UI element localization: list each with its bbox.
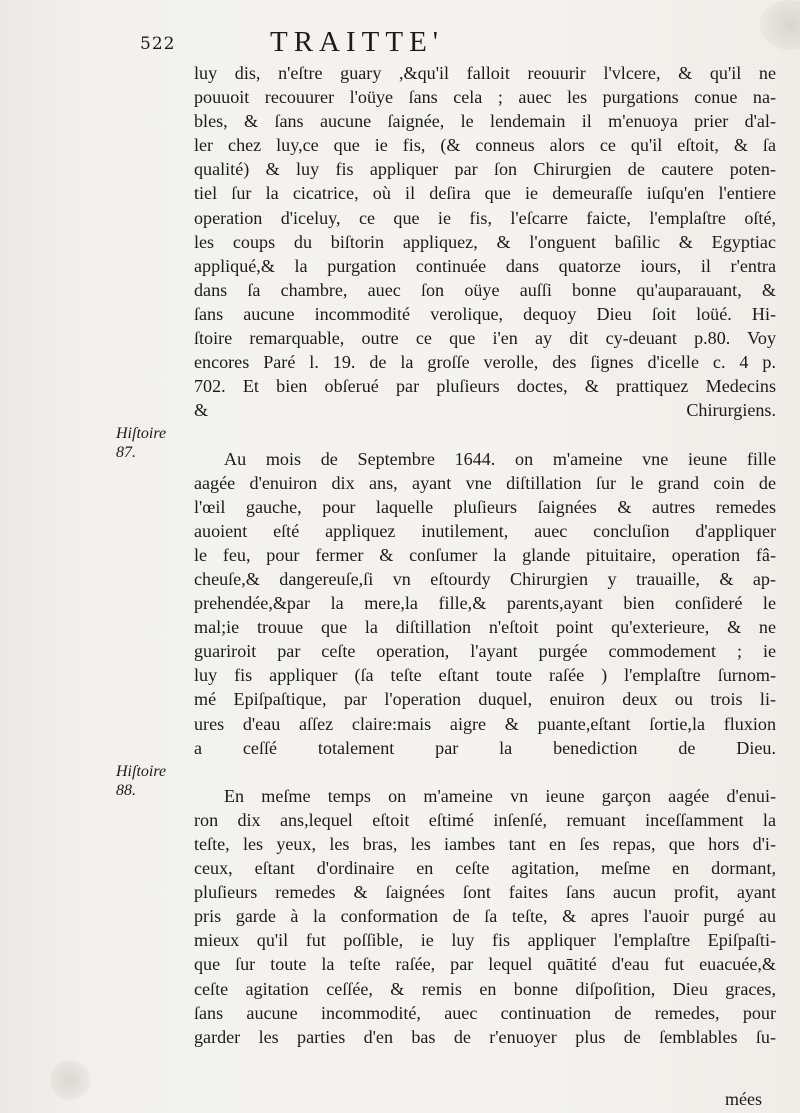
text-line: que ſur toute la teſte raſée, par lequel quātité d'eau fut euacuée,&	[194, 954, 776, 975]
text-line: bles, & ſans aucune ſaignée, le lendemain il m'enuoya prier d'al-	[194, 111, 776, 132]
text-line: aagée d'enuiron dix ans, ayant vne diſtillation ſur le grand coin de	[194, 472, 776, 493]
text-line: En meſme temps on m'ameine vn ieune garçon aagée d'enui-	[224, 785, 776, 806]
text-line: mé Epiſpaſtique, par l'operation duquel, enuiron deux ou trois li-	[194, 689, 776, 710]
text-line: encores Paré l. 19. de la groſſe verolle, des ſignes d'icelle c. 4 p.	[194, 352, 776, 373]
text-line: le feu, pour fermer & conſumer la glande pituitaire, operation fâ-	[194, 544, 776, 565]
text-line: ures d'eau aſſez claire:mais aigre & puante,eſtant ſortie,la fluxion	[194, 713, 776, 734]
text-line	[194, 1073, 776, 1097]
text-line: auoient eſté appliquez inutilement, auec concluſion d'appliquer	[194, 520, 776, 541]
text-line: ler chez luy,ce que ie fis, (& conneus alors ce qu'il eſtoit, & ſa	[194, 135, 776, 156]
text-line: ſans aucune incommodité, auec continuation de remedes, pour	[194, 1002, 776, 1023]
text-line: dans ſa chambre, auec ſon oüye auſſi bonne qu'auparauant, &	[194, 279, 776, 300]
text-line: pluſieurs remedes & ſaignées ſont faites ſans aucun profit, ayant	[194, 882, 776, 903]
text-line	[194, 760, 776, 784]
text-line: pris garde à la conformation de ſa teſte, & apres l'auoir purgé au	[194, 906, 776, 927]
text-line	[194, 1049, 776, 1073]
text-line: luy dis, n'eſtre guary ,&qu'il falloit reouurir l'vlcere, & qu'il ne	[194, 63, 776, 83]
text-line: a ceſſé totalement par la benediction de Dieu.	[194, 737, 776, 758]
text-line: tiel ſur la cicatrice, où il deſira que ie demeuraſſe iuſqu'en l'entiere	[194, 183, 776, 204]
text-line: appliqué,& la purgation continuée dans quatorze iours, il r'entra	[194, 255, 776, 276]
text-line: les coups du biſtorin appliquez, & l'onguent baſilic & Egyptiac	[194, 231, 776, 252]
text-line: luy fis appliquer (ſa teſte eſtant toute raſée ) l'emplaſtre ſurnom-	[194, 665, 776, 686]
text-line: teſte, les yeux, les bras, les iambes tant en ſes repas, que hors d'i-	[194, 834, 776, 854]
margin-note-number: 87.	[116, 444, 136, 461]
text-line: mieux qu'il fut poſſible, ie luy fis appliquer l'emplaſtre Epiſpaſti-	[194, 930, 776, 951]
text-line: garder les parties d'en bas de r'enuoyer plus de ſemblables ſu-	[194, 1026, 776, 1047]
text-line: prehendée,&par la mere,la fille,& parents,ayant bien conſideré le	[194, 593, 776, 614]
text-line: guariroit par ceſte operation, l'ayant purgée commodement ; ie	[194, 641, 776, 662]
text-line: operation d'iceluy, ce que ie fis, l'eſcarre faicte, l'emplaſtre oſté,	[194, 207, 776, 228]
margin-note-number: 88.	[116, 782, 136, 799]
text-line: mal;ie trouue que la diſtillation n'eſtoit point qu'exterieure, & ne	[194, 617, 776, 638]
margin-note-histoire-87	[116, 424, 166, 462]
text-line	[194, 422, 776, 446]
catchword: mées	[725, 1089, 762, 1109]
running-title: TRAITTE'	[270, 26, 445, 58]
paper-stain	[50, 1060, 90, 1100]
text-line: Au mois de Septembre 1644. on m'ameine vne ieune fille	[224, 448, 776, 469]
text-line: cheuſe,& dangereuſe,ſi vn eſtourdy Chirurgien y trauaille, & ap-	[194, 568, 776, 589]
text-line: ſans aucune incommodité verolique, dequoy Dieu ſoit loüé. Hi-	[194, 303, 776, 324]
page-header	[140, 14, 780, 58]
margin-note-label: Hiſtoire	[116, 763, 167, 780]
text-line: l'œil gauche, pour laquelle pluſieurs ſaignées & autres remedes	[194, 496, 776, 517]
text-line	[194, 1097, 776, 1113]
text-line: ron dix ans,lequel eſtoit eſtimé inſenſé, remuant inceſſamment la	[194, 809, 776, 830]
text-line: qualité) & luy fis appliquer par ſon Chirurgien de cautere poten-	[194, 159, 776, 180]
text-line: 702. Et bien obſerué par pluſieurs doctes, & prattiquez Medecins	[194, 376, 776, 397]
text-line: ceux, eſtant d'ordinaire en ceſte agitation, meſme en dormant,	[194, 858, 776, 879]
margin-note-histoire-88	[116, 762, 166, 800]
margin-note-label: Hiſtoire	[116, 425, 167, 442]
text-line: pouuoit recouurer l'oüye ſans cela ; auec les purgations conue na-	[194, 87, 776, 108]
text-line: ſtoire remarquable, outre ce que i'en ay dit cy-deuant p.80. Voy	[194, 328, 776, 349]
text-line: ceſte agitation ceſſée, & remis en bonne diſpoſition, Dieu graces,	[194, 978, 776, 999]
page-number: 522	[140, 34, 176, 54]
body-text	[194, 61, 776, 1113]
text-line: & Chirurgiens.	[194, 400, 776, 421]
